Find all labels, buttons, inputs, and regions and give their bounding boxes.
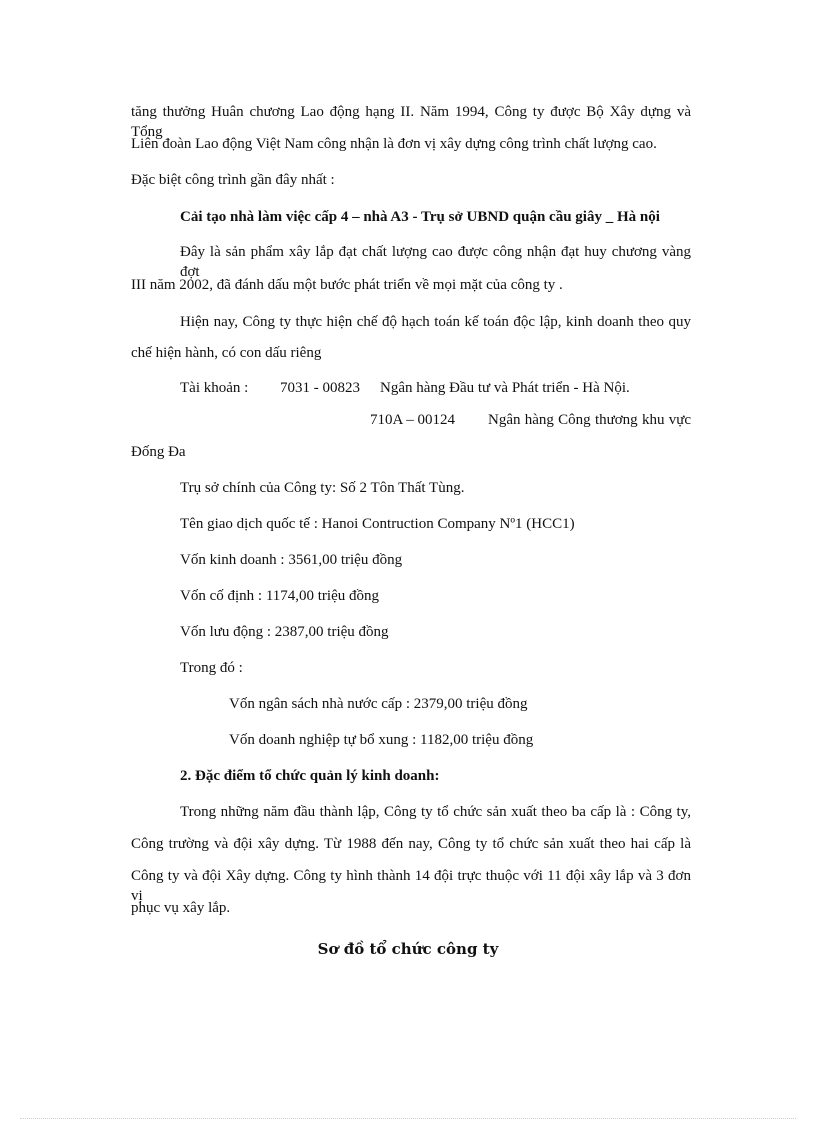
diagram-title: Sơ đồ tổ chức công ty <box>317 940 499 958</box>
intl-name: Tên giao dịch quốc tế : Hanoi Contruction Company Nº1 (HCC1) <box>180 516 575 532</box>
working-capital: Vốn lưu động : 2387,00 triệu đồng <box>180 624 389 640</box>
account-bank-cont: Đống Đa <box>131 444 186 460</box>
paragraph-line: Đặc biệt công trình gần đây nhất : <box>131 172 335 188</box>
paragraph-line: Đây là sản phẩm xây lắp đạt chất lượng cao được công nhận đạt huy chương vàng đợt <box>180 244 691 280</box>
paragraph-line: phục vụ xây lắp. <box>131 900 231 916</box>
paragraph-line: tăng thưởng Huân chương Lao động hạng II. Năm 1994, Công ty được Bộ Xây dựng và Tổng <box>131 104 691 140</box>
account-bank: Ngân hàng Đầu tư và Phát triển - Hà Nội. <box>380 380 630 396</box>
state-budget-capital: Vốn ngân sách nhà nước cấp : 2379,00 triệu đồng <box>229 696 528 712</box>
page-bottom-divider <box>20 1118 796 1119</box>
paragraph-line: Hiện nay, Công ty thực hiện chế độ hạch toán kế toán độc lập, kinh doanh theo quy <box>180 314 691 330</box>
paragraph-line: III năm 2002, đã đánh dấu một bước phát triển về mọi mặt của công ty . <box>131 277 563 293</box>
account-number: 7031 - 00823 <box>280 380 360 396</box>
paragraph-line: Công ty và đội Xây dựng. Công ty hình thành 14 đội trực thuộc với 11 đội xây lắp và 3 đơn vị <box>131 868 691 904</box>
self-funded-capital: Vốn doanh nghiệp tự bổ xung : 1182,00 triệu đồng <box>229 732 534 748</box>
paragraph-line: chế hiện hành, có con dấu riêng <box>131 345 322 361</box>
fixed-capital: Vốn cố định : 1174,00 triệu đồng <box>180 588 380 604</box>
account-bank: Ngân hàng Công thương khu vực <box>488 412 691 428</box>
section-heading: 2. Đặc điểm tổ chức quản lý kinh doanh: <box>180 768 440 784</box>
paragraph-line: Công trường và đội xây dựng. Từ 1988 đến nay, Công ty tổ chức sản xuất theo hai cấp là <box>131 836 691 852</box>
among-label: Trong đó : <box>180 660 243 676</box>
head-office: Trụ sở chính của Công ty: Số 2 Tôn Thất Tùng. <box>180 480 465 496</box>
paragraph-line: Liên đoàn Lao động Việt Nam công nhận là đơn vị xây dựng công trình chất lượng cao. <box>131 136 657 152</box>
highlight-project: Cải tạo nhà làm việc cấp 4 – nhà A3 - Trụ sở UBND quận cầu giây _ Hà nội <box>180 209 660 225</box>
business-capital: Vốn kinh doanh : 3561,00 triệu đồng <box>180 552 403 568</box>
account-label: Tài khoản : <box>180 380 249 396</box>
paragraph-line: Trong những năm đầu thành lập, Công ty tổ chức sản xuất theo ba cấp là : Công ty, <box>180 804 691 820</box>
account-number: 710A – 00124 <box>370 412 456 428</box>
